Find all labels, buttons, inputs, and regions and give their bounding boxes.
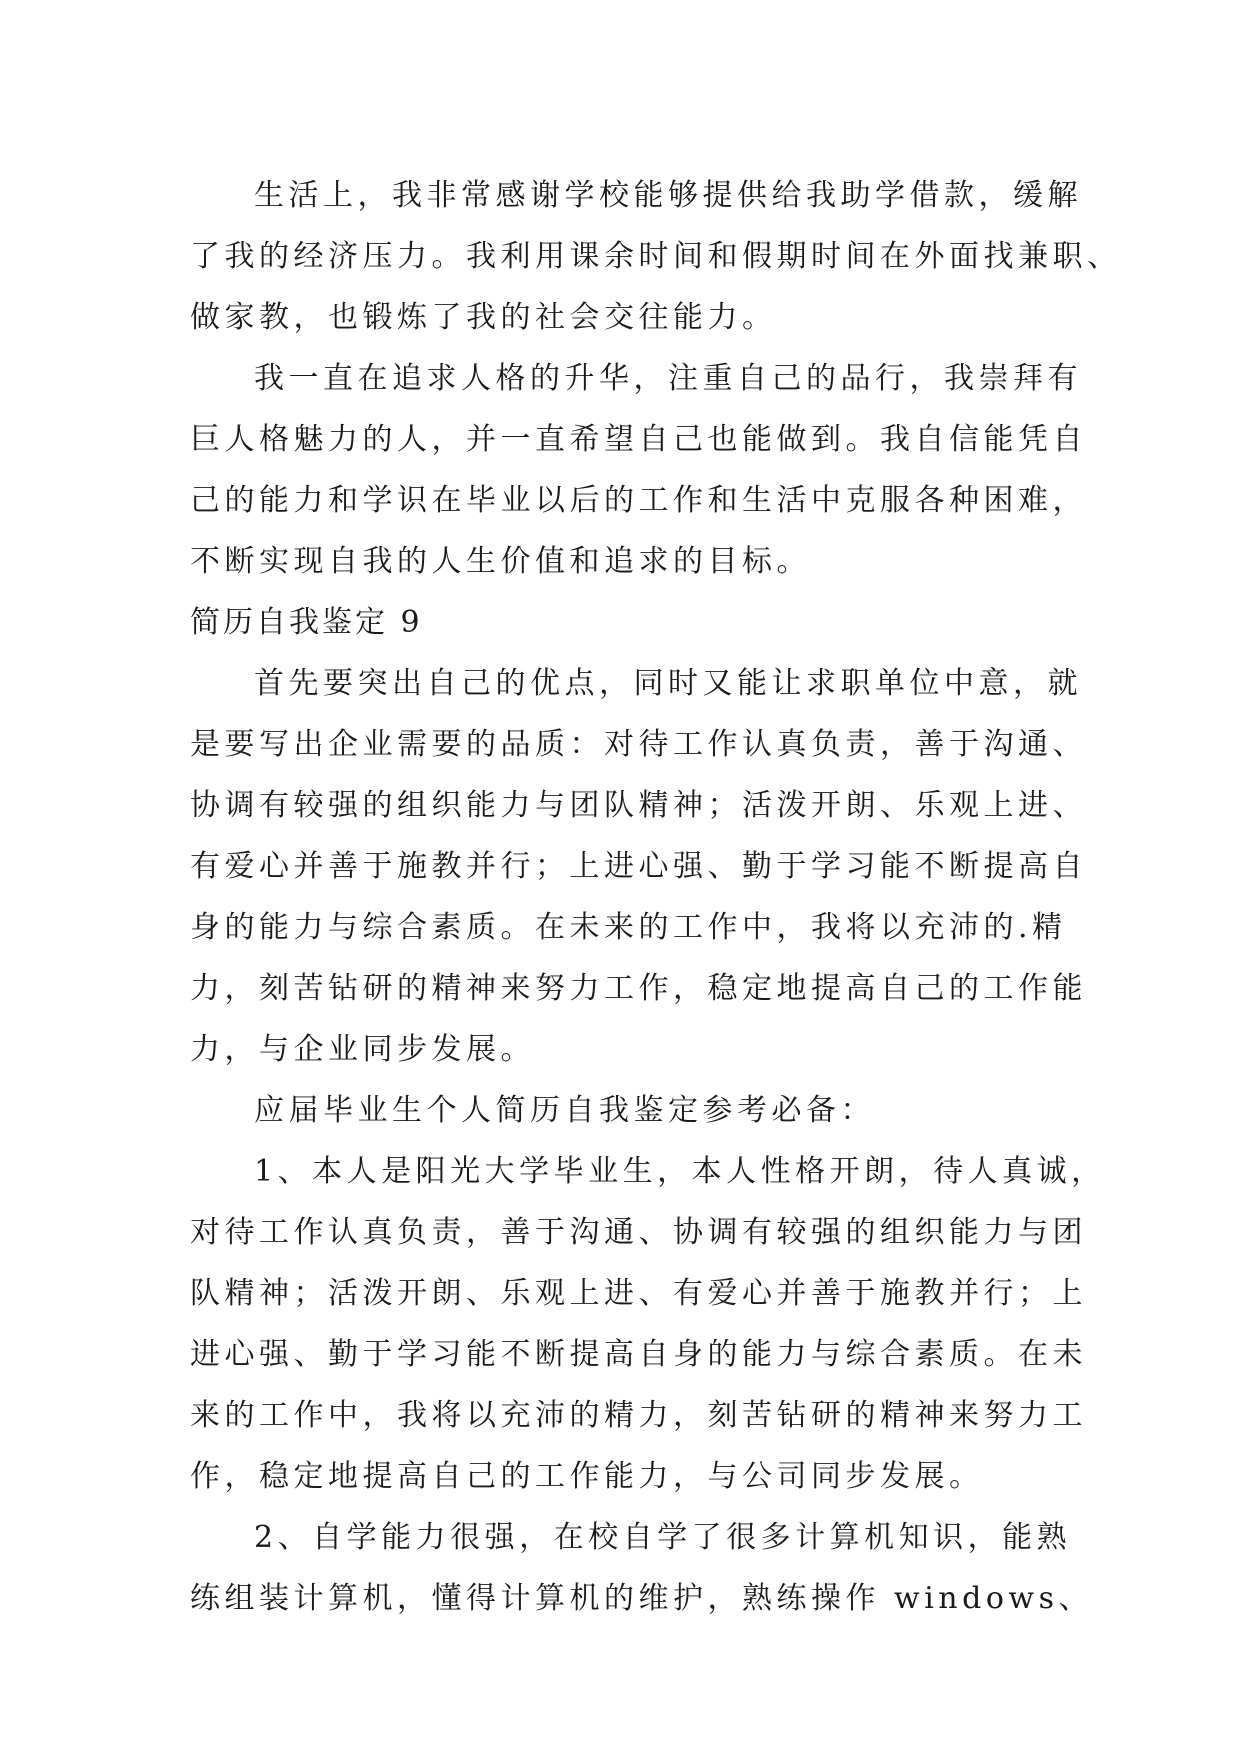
paragraph-line: 做家教，也锻炼了我的社会交往能力。 (190, 300, 777, 335)
paragraph-line: 协调有较强的组织能力与团队精神；活泼开朗、乐观上进、 (190, 788, 1087, 823)
paragraph-line: 队精神；活泼开朗、乐观上进、有爱心并善于施教并行；上 (190, 1276, 1087, 1311)
document-body (190, 165, 1122, 1629)
paragraph-line: 首先要突出自己的优点，同时又能让求职单位中意，就 (254, 666, 1082, 701)
paragraph-line: 应届毕业生个人简历自我鉴定参考必备： (254, 1093, 875, 1128)
paragraph-line: 力，与企业同步发展。 (190, 1032, 535, 1067)
paragraph-line: 身的能力与综合素质。在未来的工作中，我将以充沛的.精 (190, 910, 1067, 945)
paragraph-line: 我一直在追求人格的升华，注重自己的品行，我崇拜有 (254, 361, 1082, 396)
paragraph-line: 己的能力和学识在毕业以后的工作和生活中克服各种困难， (190, 483, 1087, 518)
paragraph-line: 作，稳定地提高自己的工作能力，与公司同步发展。 (190, 1459, 984, 1494)
paragraph-line: 有爱心并善于施教并行；上进心强、勤于学习能不断提高自 (190, 849, 1087, 884)
paragraph-line: 是要写出企业需要的品质：对待工作认真负责，善于沟通、 (190, 727, 1087, 762)
paragraph-line: 2、自学能力很强，在校自学了很多计算机知识，能熟 (254, 1520, 1072, 1555)
paragraph-line: 对待工作认真负责，善于沟通、协调有较强的组织能力与团 (190, 1215, 1087, 1250)
paragraph-line: 1、本人是阳光大学毕业生，本人性格开朗，待人真诚， (254, 1154, 1106, 1189)
paragraph-line: 生活上，我非常感谢学校能够提供给我助学借款，缓解 (254, 178, 1082, 213)
paragraph-line: 力，刻苦钻研的精神来努力工作，稳定地提高自己的工作能 (190, 971, 1087, 1006)
paragraph-line: 不断实现自我的人生价值和追求的目标。 (190, 544, 811, 579)
paragraph-line: 巨人格魅力的人，并一直希望自己也能做到。我自信能凭自 (190, 422, 1087, 457)
paragraph-line: 进心强、勤于学习能不断提高自身的能力与综合素质。在未 (190, 1337, 1087, 1372)
paragraph-line: 练组装计算机，懂得计算机的维护，熟练操作 windows、 (190, 1581, 1093, 1616)
paragraph-line: 来的工作中，我将以充沛的精力，刻苦钻研的精神来努力工 (190, 1398, 1087, 1433)
paragraph-line: 了我的经济压力。我利用课余时间和假期时间在外面找兼职、 (190, 239, 1122, 274)
section-heading: 简历自我鉴定 9 (190, 605, 423, 640)
